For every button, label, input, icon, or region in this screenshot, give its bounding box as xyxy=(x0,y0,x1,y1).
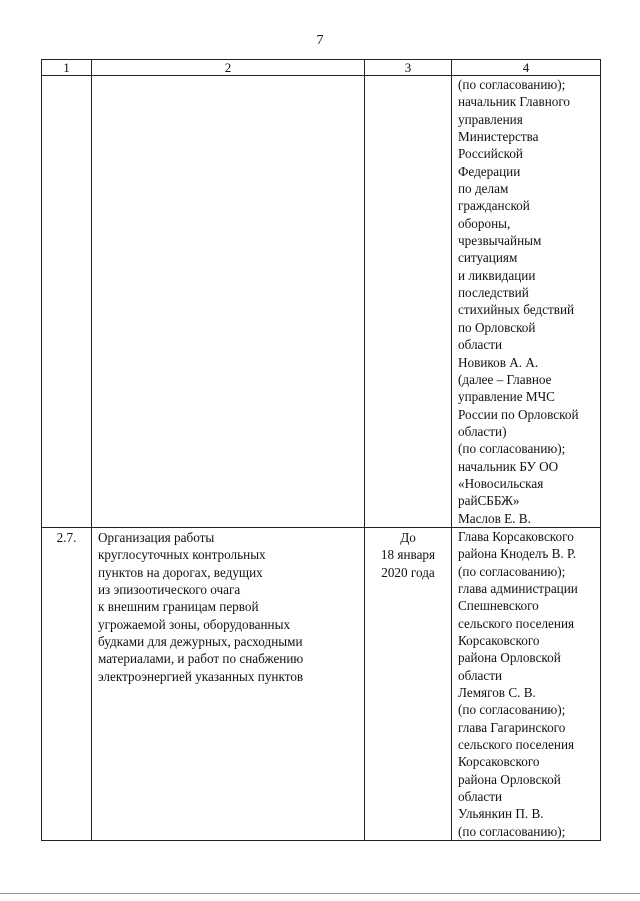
text-line: 18 января xyxy=(380,547,436,563)
text-line: (по согласованию); xyxy=(458,702,566,718)
text-line: Корсаковского xyxy=(458,633,540,648)
text-line: области xyxy=(458,789,503,805)
column-header: 4 xyxy=(452,60,601,76)
column-header: 3 xyxy=(365,60,452,76)
text-line: Организация работы xyxy=(98,529,215,545)
text-line: (по согласованию); xyxy=(458,823,566,839)
number-cell xyxy=(42,527,92,840)
responsible-text xyxy=(452,76,600,527)
text-line: Глава Корсаковского xyxy=(458,528,574,544)
text-line: сельского поселения xyxy=(458,737,575,753)
table-header-row xyxy=(42,60,601,76)
deadline-cell xyxy=(365,527,452,840)
text-line: райСББЖ» xyxy=(458,493,520,509)
text-line: До xyxy=(400,529,416,545)
text-line: Маслов Е. В. xyxy=(458,510,531,526)
text-line: по Орловской xyxy=(458,319,536,335)
text-line: Российской xyxy=(458,146,523,162)
measures-table xyxy=(41,59,601,841)
text-line: района Орловской xyxy=(458,771,561,787)
text-line: Лемягов С. В. xyxy=(458,685,536,701)
text-line: области xyxy=(458,667,503,683)
row-number: 2.7. xyxy=(56,529,77,545)
text-line: Корсаковского xyxy=(458,754,540,770)
text-line: Ульянкин П. В. xyxy=(458,806,544,822)
text-line: 2020 года xyxy=(381,564,435,580)
text-line: из эпизоотического очага xyxy=(98,581,241,597)
page-number: 7 xyxy=(316,33,324,48)
text-line: России по Орловской xyxy=(458,406,579,422)
text-line: Федерации xyxy=(458,163,521,179)
task-text xyxy=(92,528,364,685)
text-line: круглосуточных контрольных xyxy=(98,547,266,563)
text-line: Спешневского xyxy=(458,598,539,614)
responsible-cell xyxy=(452,76,601,528)
task-cell xyxy=(92,527,365,840)
number-cell xyxy=(42,76,92,528)
text-line: начальник Главного xyxy=(458,94,571,110)
text-line: глава администрации xyxy=(458,580,578,596)
text-line: Новиков А. А. xyxy=(458,354,539,370)
text-line: (далее – Главное xyxy=(458,371,552,387)
responsible-text xyxy=(452,528,600,840)
text-line: глава Гагаринского xyxy=(458,719,566,735)
responsible-cell xyxy=(452,527,601,840)
text-line: области) xyxy=(458,423,507,439)
text-line: (по согласованию); xyxy=(458,563,566,579)
deadline-text xyxy=(365,528,451,581)
table-row-continued xyxy=(42,76,601,528)
text-line: электроэнергией указанных пунктов xyxy=(98,668,304,684)
text-line: управления xyxy=(458,111,523,127)
text-line: последствий xyxy=(458,285,529,301)
text-line: обороны, xyxy=(458,215,511,231)
text-line: области xyxy=(458,337,503,353)
text-line: Министерства xyxy=(458,129,539,145)
column-header: 1 xyxy=(42,60,92,76)
text-line: пунктов на дорогах, ведущих xyxy=(98,564,263,580)
text-line: угрожаемой зоны, оборудованных xyxy=(98,616,291,632)
task-cell xyxy=(92,76,365,528)
text-line: (по согласованию); xyxy=(458,441,566,457)
text-line: начальник БУ ОО xyxy=(458,458,559,474)
text-line: материалами, и работ по снабжению xyxy=(98,651,304,667)
text-line: стихийных бедствий xyxy=(458,302,575,318)
text-line: ситуациям xyxy=(458,250,518,266)
text-line: (по согласованию); xyxy=(458,77,566,92)
text-line: «Новосильская xyxy=(458,475,544,491)
text-line: по делам xyxy=(458,181,509,197)
text-line: сельского поселения xyxy=(458,615,575,631)
text-line: района Орловской xyxy=(458,650,561,666)
text-line: чрезвычайным xyxy=(458,233,542,249)
text-line: гражданской xyxy=(458,198,530,214)
table-row xyxy=(42,527,601,840)
deadline-cell xyxy=(365,76,452,528)
page-bottom-rule xyxy=(0,893,640,894)
text-line: управление МЧС xyxy=(458,389,555,405)
text-line: района Кноделъ В. Р. xyxy=(458,546,577,562)
column-header: 2 xyxy=(92,60,365,76)
text-line: к внешним границам первой xyxy=(98,599,259,615)
text-line: и ликвидации xyxy=(458,267,536,283)
text-line: будками для дежурных, расходными xyxy=(98,634,303,649)
